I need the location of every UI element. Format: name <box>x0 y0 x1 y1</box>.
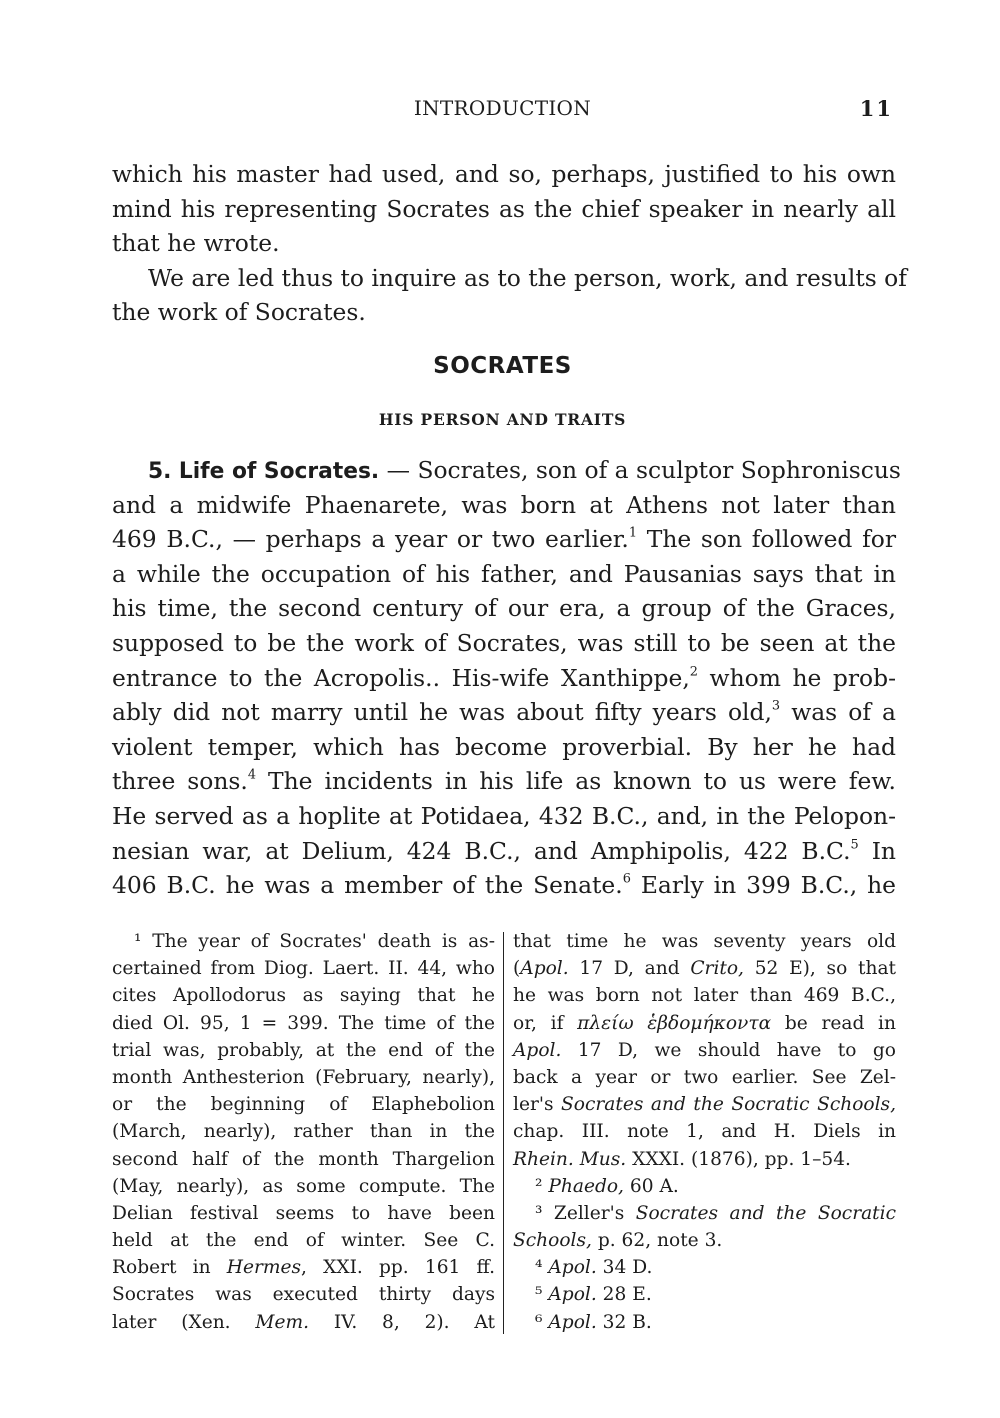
paragraph-heading: Life of Socrates. <box>178 459 380 484</box>
footnote-line: Socrates was executed thirty days <box>112 1284 495 1306</box>
footnote-line: back a year or two earlier. See Zel- <box>513 1066 896 1088</box>
footnote-line: later (Xen. Mem. IV. 8, 2). At <box>112 1311 495 1333</box>
footnote-6: ⁶ Apol. 32 B. <box>535 1311 652 1333</box>
footnote-line: (May, nearly), as some compute. The <box>112 1175 495 1197</box>
footnote-line: Schools, p. 62, note 3. <box>513 1230 723 1252</box>
footnote-line: ler's Socrates and the Socratic Schools, <box>513 1094 896 1116</box>
footnote-line: Delian festival seems to have been <box>112 1202 495 1224</box>
text-line: which his master had used, and so, perhaps, justified to his own <box>112 160 896 188</box>
text-line: his time, the second century of our era, a group of the Graces, <box>112 594 896 623</box>
footnote-4: ⁴ Apol. 34 D. <box>535 1257 653 1279</box>
footnote-line: chap. III. note 1, and H. Diels in <box>513 1121 896 1143</box>
footnote-line: he was born not later than 469 B.C., <box>513 985 896 1007</box>
footnote-ref[interactable]: 6 <box>622 871 631 887</box>
footnote-line: certained from Diog. Laert. II. 44, who <box>112 958 495 980</box>
text-line: ably did not marry until he was about fifty years old,$^3$ was of a <box>112 698 896 727</box>
text-line: mind his representing Socrates as the chief speaker in nearly all <box>112 194 896 223</box>
footnote-column-divider <box>503 932 504 1334</box>
page-number: 11 <box>859 96 893 121</box>
footnote-2: ² Phaedo, 60 A. <box>535 1175 679 1197</box>
footnote-line: Apol. 17 D, we should have to go <box>513 1039 896 1061</box>
footnote-5: ⁵ Apol. 28 E. <box>535 1284 652 1306</box>
running-title: INTRODUCTION <box>413 96 592 120</box>
paragraph-inquiry <box>112 261 907 330</box>
footnote-ref[interactable]: 3 <box>771 698 781 714</box>
footnote-line: second half of the month Thargelion <box>112 1148 495 1170</box>
text-line: supposed to be the work of Socrates, was still to be seen at the <box>112 628 896 657</box>
footnote-line: died Ol. 95, 1 = 399. The time of the <box>112 1012 495 1034</box>
paragraph-number: 5. <box>148 459 172 484</box>
text-line: 5. Life of Socrates. — Socrates, son of a sculptor Sophroniscus <box>148 456 901 484</box>
text-line: nesian war, at Delium, 424 B.C., and Amphipolis, 422 B.C.$^5$ In <box>112 836 896 865</box>
footnote-line: that time he was seventy years old <box>513 931 896 952</box>
intro-text <box>112 157 907 330</box>
running-head <box>110 96 895 126</box>
text-line: He served as a hoplite at Potidaea, 432 B.C., and, in the Pelopon- <box>112 801 896 830</box>
footnote-line: held at the end of winter. See C. <box>112 1230 495 1252</box>
section-subtitle: HIS PERSON AND TRAITS <box>378 410 627 429</box>
text-line: the work of Socrates. <box>112 298 366 327</box>
text-line: a while the occupation of his father, and Pausanias says that in <box>112 559 896 588</box>
text-line: violent temper, which has become proverbial. By her he had <box>112 732 897 761</box>
footnote-line: Rhein. Mus. XXXI. (1876), pp. 1–54. <box>513 1148 851 1170</box>
text-line: three sons.$^4$ The incidents in his life as known to us were few. <box>112 767 896 796</box>
footnote-line: Robert in Hermes, XXI. pp. 161 ff. <box>112 1257 495 1279</box>
text-line: entrance to the Acropolis.. His-wife Xanthippe,$^2$ whom he prob- <box>112 663 897 692</box>
section-title: SOCRATES <box>433 353 572 379</box>
footnote-ref[interactable]: 1 <box>628 525 638 541</box>
footnote-ref[interactable]: 4 <box>247 768 257 784</box>
text-line: 406 B.C. he was a member of the Senate.$^6$ Early in 399 B.C., he <box>112 871 897 900</box>
footnote-3: ³ Zeller's Socrates and the Socratic <box>535 1202 897 1224</box>
text-line: and a midwife Phaenarete, was born at Athens not later than <box>112 490 896 519</box>
footnote-column-right <box>513 928 896 1336</box>
footnote-ref[interactable]: 2 <box>689 664 698 680</box>
footnote-line: or the beginning of Elaphebolion <box>112 1094 495 1116</box>
footnote-column-left <box>112 928 495 1336</box>
footnote-line: month Anthesterion (February, nearly), <box>112 1066 495 1088</box>
paragraph-continuation <box>112 157 896 261</box>
text-line: that he wrote. <box>112 229 280 258</box>
footnote-line: trial was, probably, at the end of the <box>112 1039 495 1061</box>
life-of-socrates-paragraph <box>112 453 901 903</box>
text-line: 469 B.C., — perhaps a year or two earlier.$^1$ The son followed for <box>112 525 896 554</box>
footnote-line: ¹ The year of Socrates' death is as- <box>134 931 495 952</box>
footnote-line: (March, nearly), rather than in the <box>112 1121 495 1143</box>
text-line: We are led thus to inquire as to the person, work, and results of <box>148 263 907 292</box>
footnote-ref[interactable]: 5 <box>850 837 859 853</box>
footnote-line: (Apol. 17 D, and Crito, 52 E), so that <box>513 958 896 980</box>
footnote-line: or, if πλείω ἑβδομήκοντα be read in <box>513 1012 896 1034</box>
footnote-line: cites Apollodorus as saying that he <box>112 985 495 1007</box>
